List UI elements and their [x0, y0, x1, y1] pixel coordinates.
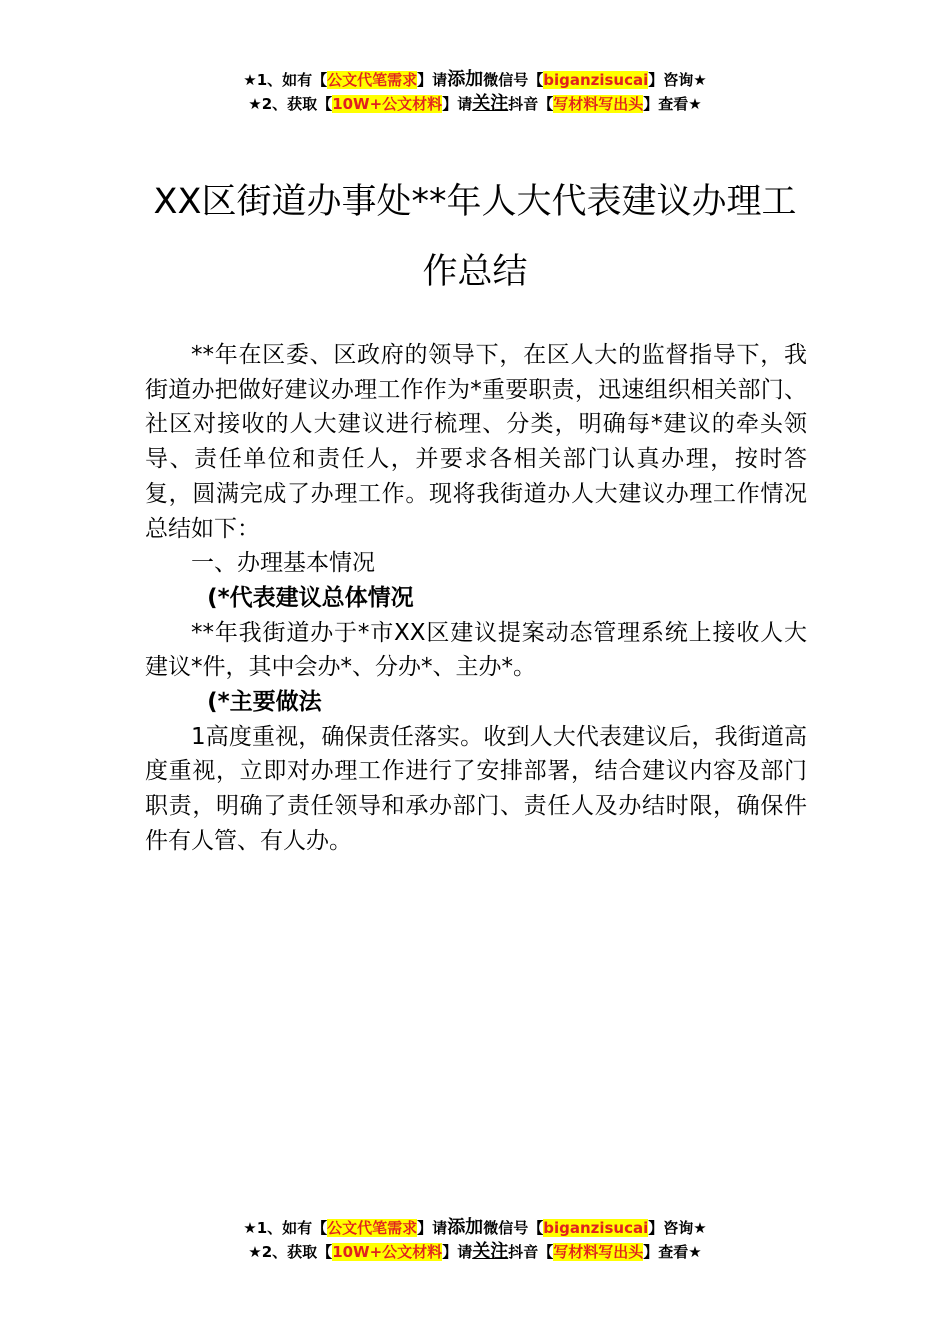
promo-text: ★2、获取【: [248, 95, 333, 113]
promo-text: 】查看★: [643, 95, 702, 113]
promo-text: 微信号【: [483, 71, 544, 89]
promo-highlight-materials: 10W+公文材料: [332, 1243, 443, 1261]
promo-text: 抖音【: [508, 95, 554, 113]
promo-text: 】请: [442, 1243, 473, 1261]
document-body: [145, 338, 807, 859]
promo-line-1: [0, 68, 950, 92]
intro-paragraph: **年在区委、区政府的领导下，在区人大的监督指导下，我街道办把做好建议办理工作作为*重要职责，迅速组织相关部门、社区对接收的人大建议进行梳理、分类，明确每*建议的牵头领导、责任单位和责任人，并要求各相关部门认真办理，按时答复，圆满完成了办理工作。现将我街道办人大建议办理工作情况总结如下：: [145, 342, 807, 542]
promo-line-2: [0, 1240, 950, 1264]
promo-highlight-douyin: 写材料写出头: [553, 95, 644, 113]
overview-paragraph: **年我街道办于*市XX区建议提案动态管理系统上接收人大建议*件，其中会办*、分办*、主办*。: [145, 619, 807, 681]
promo-text: 】查看★: [643, 1243, 702, 1261]
promo-highlight-douyin: 写材料写出头: [553, 1243, 644, 1261]
promo-text: 】请: [417, 71, 448, 89]
promo-text: ★2、获取【: [248, 1243, 333, 1261]
promo-text: 】咨询★: [648, 71, 707, 89]
promo-highlight-wechat: biganzisucai: [543, 1219, 649, 1237]
section-heading: 一、办理基本情况: [191, 550, 375, 577]
promo-emphasis: 添加: [447, 69, 484, 90]
promo-highlight-service: 公文代笔需求: [327, 1219, 418, 1237]
promo-highlight-wechat: biganzisucai: [543, 71, 649, 89]
promo-banner-top: [0, 68, 950, 116]
promo-banner-bottom: [0, 1216, 950, 1264]
promo-text: ★1、如有【: [243, 1219, 328, 1237]
promo-highlight-materials: 10W+公文材料: [332, 95, 443, 113]
subheading-overview: (*代表建议总体情况: [207, 584, 414, 611]
subheading-practice: (*主要做法: [207, 689, 322, 716]
promo-highlight-service: 公文代笔需求: [327, 71, 418, 89]
promo-text: 微信号【: [483, 1219, 544, 1237]
promo-text: 】咨询★: [648, 1219, 707, 1237]
document-title-line-1: XX区街道办事处**年人大代表建议办理工: [153, 182, 797, 222]
promo-text: 】请: [417, 1219, 448, 1237]
promo-emphasis: 添加: [447, 1217, 484, 1238]
promo-line-2: [0, 92, 950, 116]
promo-text: ★1、如有【: [243, 71, 328, 89]
promo-emphasis: 关注: [472, 1241, 509, 1262]
promo-emphasis: 关注: [472, 93, 509, 114]
promo-text: 抖音【: [508, 1243, 554, 1261]
promo-line-1: [0, 1216, 950, 1240]
document-title-line-2: 作总结: [422, 252, 528, 292]
promo-text: 】请: [442, 95, 473, 113]
practice-paragraph: 1高度重视，确保责任落实。收到人大代表建议后，我街道高度重视，立即对办理工作进行了安排部署，结合建议内容及部门职责，明确了责任领导和承办部门、责任人及办结时限，确保件件有人管、有人办。: [145, 723, 807, 854]
